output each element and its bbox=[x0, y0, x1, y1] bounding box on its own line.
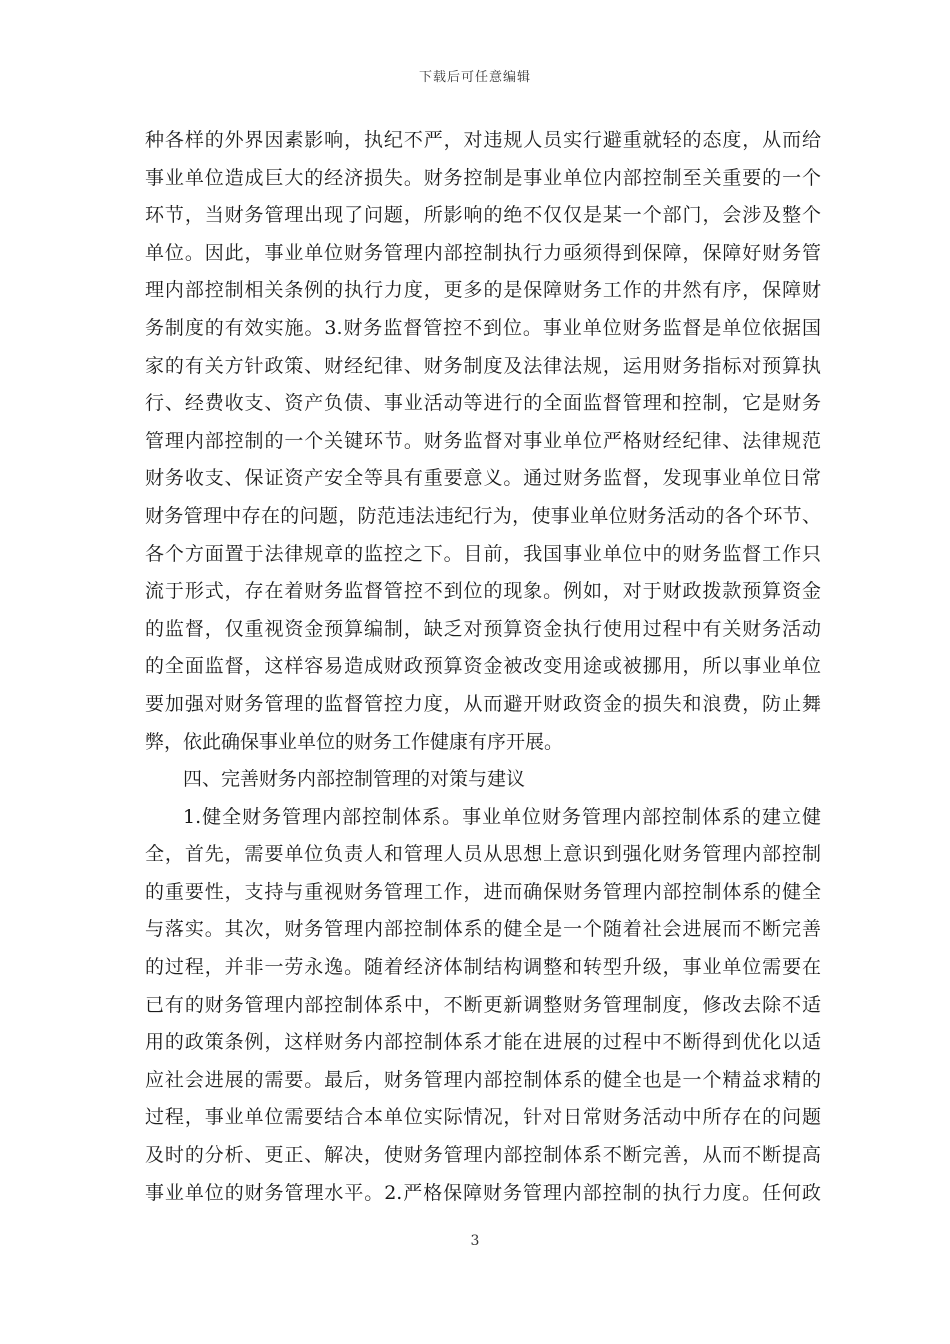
page-header: 下载后可任意编辑 bbox=[418, 70, 531, 85]
body-line: 的过程，并非一劳永逸。随着经济体制结构调整和转型升级，事业单位需要在 bbox=[145, 956, 821, 979]
body-line: 全，首先，需要单位负责人和管理人员从思想上意识到强化财务管理内部控制 bbox=[145, 843, 821, 866]
body-line: 已有的财务管理内部控制体系中，不断更新调整财务管理制度，修改去除不适 bbox=[145, 993, 821, 1016]
body-line: 行、经费收支、资产负债、事业活动等进行的全面监督管理和控制，它是财务 bbox=[145, 392, 821, 415]
body-line: 的全面监督，这样容易造成财政预算资金被改变用途或被挪用，所以事业单位 bbox=[145, 655, 821, 678]
body-line: 财务收支、保证资产安全等具有重要意义。通过财务监督，发现事业单位日常 bbox=[145, 467, 821, 490]
body-line: 各个方面置于法律规章的监控之下。目前，我国事业单位中的财务监督工作只 bbox=[145, 542, 821, 565]
body-line: 事业单位造成巨大的经济损失。财务控制是事业单位内部控制至关重要的一个 bbox=[145, 166, 821, 189]
body-line: 流于形式，存在着财务监督管控不到位的现象。例如，对于财政拨款预算资金 bbox=[145, 580, 821, 603]
body-line: 及时的分析、更正、解决，使财务管理内部控制体系不断完善，从而不断提高 bbox=[145, 1144, 821, 1167]
body-line: 财务管理中存在的问题，防范违法违纪行为，使事业单位财务活动的各个环节、 bbox=[145, 504, 821, 527]
body-line: 单位。因此，事业单位财务管理内部控制执行力亟须得到保障，保障好财务管 bbox=[145, 241, 821, 264]
body-line: 务制度的有效实施。3.财务监督管控不到位。事业单位财务监督是单位依据国 bbox=[145, 316, 821, 339]
body-line: 的重要性，支持与重视财务管理工作，进而确保财务管理内部控制体系的健全 bbox=[145, 880, 821, 903]
page-number: 3 bbox=[470, 1233, 480, 1249]
body-line: 事业单位的财务管理水平。2.严格保障财务管理内部控制的执行力度。任何政 bbox=[145, 1181, 821, 1204]
body-line: 管理内部控制的一个关键环节。财务监督对事业单位严格财经纪律、法律规范 bbox=[145, 429, 821, 452]
body-line: 与落实。其次，财务管理内部控制体系的健全是一个随着社会进展而不断完善 bbox=[145, 918, 821, 941]
body-line: 种各样的外界因素影响，执纪不严，对违规人员实行避重就轻的态度，从而给 bbox=[145, 129, 821, 151]
body-line: 理内部控制相关条例的执行力度，更多的是保障财务工作的井然有序，保障财 bbox=[145, 279, 821, 302]
body-line: 环节，当财务管理出现了问题，所影响的绝不仅仅是某一个部门，会涉及整个 bbox=[145, 204, 821, 227]
body-line: 1.健全财务管理内部控制体系。事业单位财务管理内部控制体系的建立健 bbox=[183, 805, 821, 828]
body-line: 应社会进展的需要。最后，财务管理内部控制体系的健全也是一个精益求精的 bbox=[145, 1068, 821, 1091]
body-line: 家的有关方针政策、财经纪律、财务制度及法律法规，运用财务指标对预算执 bbox=[145, 354, 821, 377]
section-heading: 四、完善财务内部控制管理的对策与建议 bbox=[183, 768, 526, 791]
body-line: 要加强对财务管理的监督管控力度，从而避开财政资金的损失和浪费，防止舞 bbox=[145, 692, 821, 715]
body-line: 过程，事业单位需要结合本单位实际情况，针对日常财务活动中所存在的问题 bbox=[145, 1106, 821, 1129]
body-text bbox=[145, 122, 821, 1212]
body-line: 的监督，仅重视资金预算编制，缺乏对预算资金执行使用过程中有关财务活动 bbox=[145, 617, 821, 640]
body-line: 用的政策条例，这样财务内部控制体系才能在进展的过程中不断得到优化以适 bbox=[145, 1031, 821, 1054]
body-line: 弊，依此确保事业单位的财务工作健康有序开展。 bbox=[145, 730, 564, 753]
